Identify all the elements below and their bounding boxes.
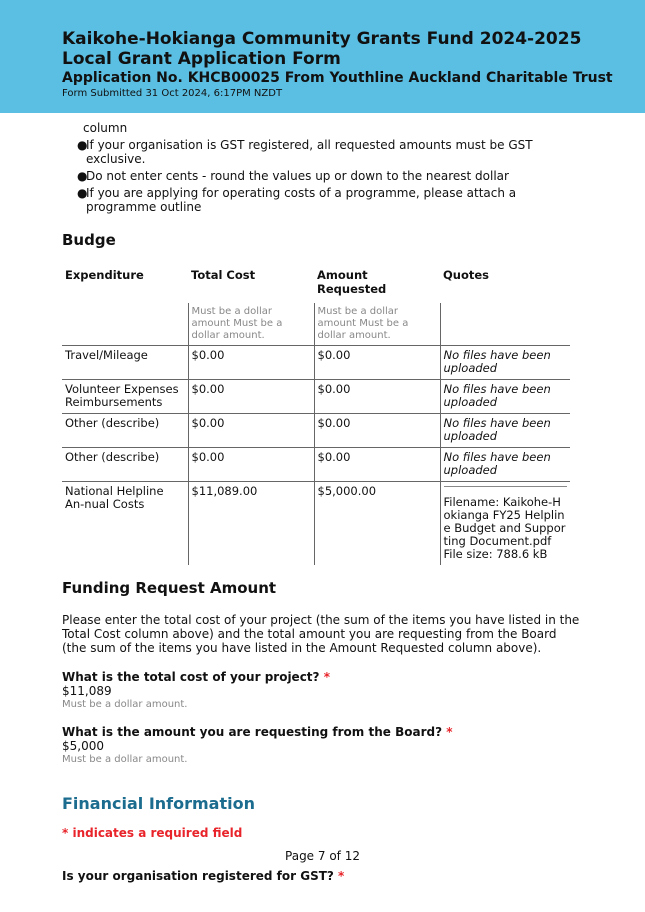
question-gst [62, 869, 582, 883]
uploaded-file [444, 486, 568, 561]
table-hint-row [62, 303, 570, 346]
question-amount-requested [62, 725, 582, 766]
financial-heading: Financial Information [62, 794, 255, 813]
dollar-hint: Must be a dollar amount Must be a dollar amount. [314, 303, 440, 346]
question-total-cost [62, 670, 582, 711]
guidance-list [62, 138, 582, 214]
file-name: Filename: Kaikohe-Hokianga FY25 Helpline Budget and Supporting Document.pdf [443, 495, 566, 548]
required-marker: * [446, 725, 453, 739]
list-item: ● If your organisation is GST registered, all requested amounts must be GST exclusive. [77, 138, 533, 166]
bullet-icon: ● [77, 186, 88, 200]
column-header: Expenditure [65, 268, 144, 282]
budget-heading: Budge [62, 231, 116, 249]
table-row: Volunteer Expenses Reimbursements $0.00 $0.00 No files have been uploaded [62, 380, 570, 414]
budget-table [62, 268, 570, 565]
form-title: Kaikohe-Hokianga Community Grants Fund 2024-2025 [62, 29, 582, 49]
answer-value: $5,000 [62, 739, 104, 753]
list-item: ● Do not enter cents - round the values up or down to the nearest dollar [77, 169, 509, 183]
column-header: Amount Requested [317, 268, 387, 296]
funding-heading: Funding Request Amount [62, 579, 277, 597]
table-row: Other (describe) $0.00 $0.00 No files have been uploaded [62, 448, 570, 482]
question-label: What is the amount you are requesting from the Board? [62, 725, 443, 739]
page-number: Page 7 of 12 [285, 849, 360, 863]
table-header-row [62, 268, 570, 303]
field-hint: Must be a dollar amount. [62, 699, 188, 710]
table-row: National Helpline An-nual Costs $11,089.00 $5,000.00 Filename: Kaikohe-Hokianga FY25 Helpline Budget and Supporting Document.pdf File size: 788.6 kB [62, 482, 570, 566]
question-label: What is the total cost of your project? [62, 670, 320, 684]
required-note: * indicates a required field [62, 826, 243, 840]
funding-description: Please enter the total cost of your project (the sum of the items you have listed in the Total Cost column above) and the total amount you are requesting from the Board (the sum of the items you have listed in the Amount Requested column above). [62, 613, 580, 655]
form-subtitle: Local Grant Application Form [62, 49, 341, 69]
field-hint: Must be a dollar amount. [62, 754, 188, 765]
list-item: ● If you are applying for operating costs of a programme, please attach a programme outline [77, 186, 517, 214]
column-header: Quotes [443, 268, 490, 282]
column-header: Total Cost [191, 268, 256, 282]
dollar-hint: Must be a dollar amount Must be a dollar amount. [188, 303, 314, 346]
application-number: Application No. KHCB00025 From Youthline Auckland Charitable Trust [62, 70, 613, 86]
bullet-icon: ● [77, 169, 88, 183]
continued-text: column [83, 121, 128, 135]
bullet-icon: ● [77, 138, 88, 152]
submitted-date: Form Submitted 31 Oct 2024, 6:17PM NZDT [62, 88, 283, 99]
question-label: Is your organisation registered for GST? [62, 869, 334, 883]
table-row: Other (describe) $0.00 $0.00 No files have been uploaded [62, 414, 570, 448]
page-content [62, 121, 582, 883]
table-row: Travel/Mileage $0.00 $0.00 No files have been uploaded [62, 346, 570, 380]
page-header [0, 0, 645, 113]
required-marker: * [338, 869, 345, 883]
answer-value: $11,089 [62, 684, 112, 698]
file-size: File size: 788.6 kB [443, 547, 548, 561]
required-marker: * [323, 670, 330, 684]
